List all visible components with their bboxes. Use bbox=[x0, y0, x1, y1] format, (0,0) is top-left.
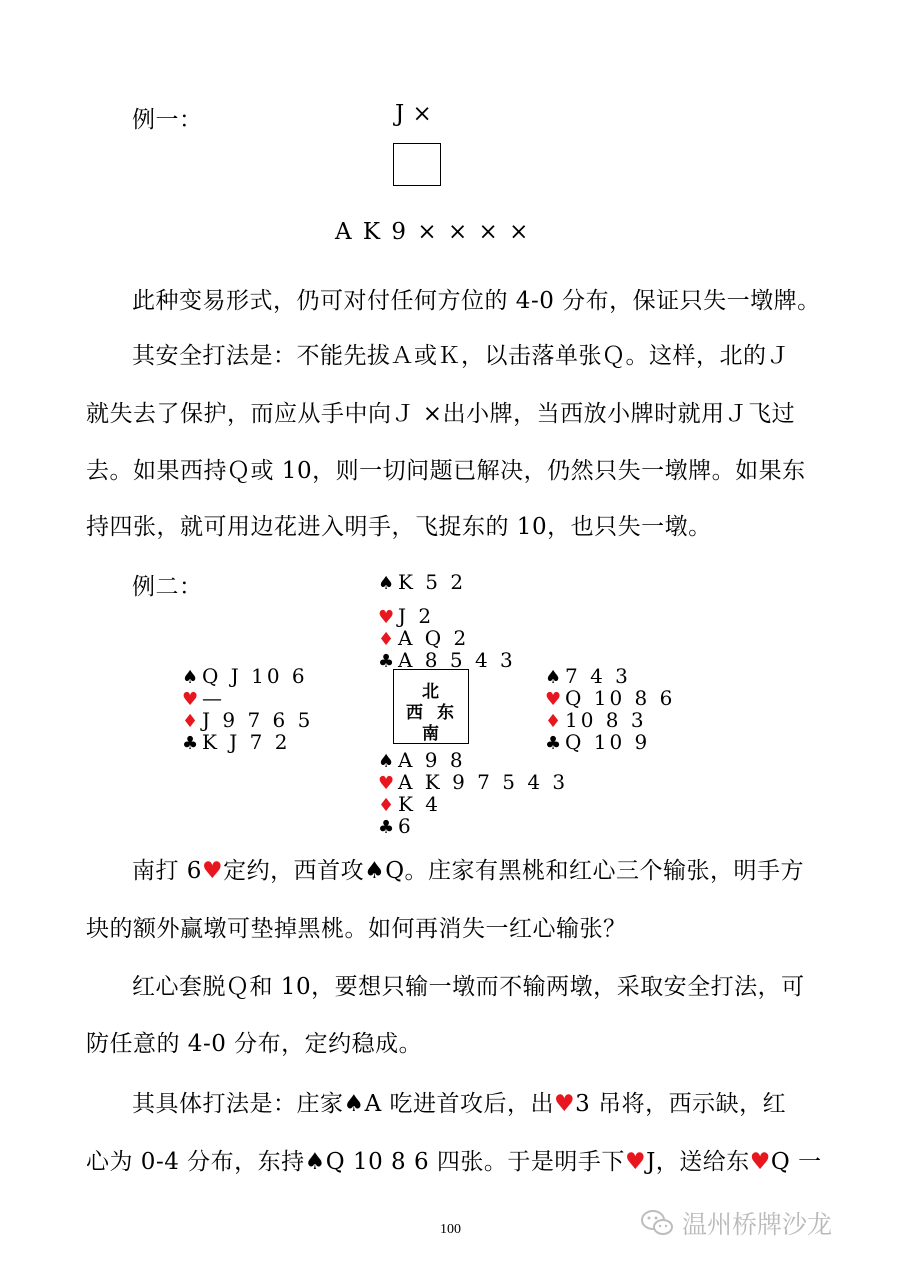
west-clubs: ♣ K J 7 2 bbox=[182, 730, 291, 754]
heart-icon: ♥ bbox=[201, 858, 224, 884]
west-hand bbox=[182, 666, 313, 754]
spade-icon: ♠ bbox=[545, 667, 562, 688]
paragraph-5-line-1: 其具体打法是：庄家♠A 吃进首攻后，出♥3 吊将，西示缺，红 bbox=[132, 1091, 787, 1117]
diamond-icon: ♦ bbox=[378, 795, 395, 816]
paragraph-2-line-4: 持四张，就可用边花进入明手，飞捉东的 10，也只失一墩。 bbox=[86, 514, 712, 540]
south-spades: ♠ A 9 8 bbox=[378, 748, 466, 772]
east-clubs: ♣ Q 10 9 bbox=[545, 730, 651, 754]
example2-label: 例二： bbox=[132, 574, 203, 600]
spade-icon: ♠ bbox=[378, 573, 395, 594]
west-hearts: ♥ — bbox=[182, 686, 225, 710]
club-icon: ♣ bbox=[182, 733, 199, 754]
compass-west: 西 bbox=[406, 703, 423, 723]
example1-north-hand: J × bbox=[395, 101, 433, 127]
east-spades: ♠ 7 4 3 bbox=[545, 664, 631, 688]
compass-south: 南 bbox=[422, 724, 439, 744]
paragraph-5-line-2: 心为 0-4 分布，东持♠Q 10 8 6 四张。于是明手下♥J，送给东♥Q 一 bbox=[86, 1149, 822, 1175]
heart-icon: ♥ bbox=[545, 689, 562, 710]
heart-icon: ♥ bbox=[378, 773, 395, 794]
club-icon: ♣ bbox=[378, 817, 395, 838]
diamond-icon: ♦ bbox=[182, 711, 199, 732]
north-spades: ♠ K 5 2 bbox=[378, 570, 467, 594]
east-hearts: ♥ Q 10 8 6 bbox=[545, 686, 676, 710]
east-hand bbox=[545, 666, 675, 754]
compass-east: 东 bbox=[437, 703, 454, 723]
club-icon: ♣ bbox=[378, 651, 395, 672]
diamond-icon: ♦ bbox=[545, 711, 562, 732]
south-hearts: ♥ A K 9 7 5 4 3 bbox=[378, 770, 569, 794]
chat-bubble-icon bbox=[640, 1208, 674, 1238]
heart-icon: ♥ bbox=[554, 1091, 576, 1117]
paragraph-4-line-1: 红心套脱Ｑ和 10，要想只输一墩而不输两墩，采取安全打法，可 bbox=[132, 974, 805, 1000]
paragraph-2-line-2: 就失去了保护，而应从手中向Ｊ ×出小牌，当西放小牌时就用Ｊ飞过 bbox=[86, 401, 796, 427]
north-hand bbox=[378, 572, 516, 672]
east-diamonds: ♦ 10 8 3 bbox=[545, 708, 647, 732]
west-spades: ♠ Q J 10 6 bbox=[182, 664, 308, 688]
south-diamonds: ♦ K 4 bbox=[378, 792, 442, 816]
paragraph-1: 此种变易形式，仍可对付任何方位的 4-0 分布，保证只失一墩牌。 bbox=[132, 288, 821, 314]
spade-icon: ♠ bbox=[364, 858, 386, 884]
heart-icon: ♥ bbox=[182, 689, 199, 710]
north-hearts: ♥ J 2 bbox=[378, 604, 435, 628]
north-clubs: ♣ A 8 5 4 3 bbox=[378, 648, 516, 672]
spade-icon: ♠ bbox=[182, 667, 199, 688]
example1-label: 例一： bbox=[132, 107, 203, 133]
paragraph-3-line-2: 块的额外赢墩可垫掉黑桃。如何再消失一红心输张？ bbox=[86, 916, 627, 942]
south-clubs: ♣ 6 bbox=[378, 814, 414, 838]
north-diamonds: ♦ A Q 2 bbox=[378, 626, 470, 650]
watermark bbox=[640, 1205, 832, 1241]
west-diamonds: ♦ J 9 7 6 5 bbox=[182, 708, 314, 732]
spade-icon: ♠ bbox=[343, 1091, 365, 1117]
paragraph-2-line-1: 其安全打法是：不能先拔Ａ或Ｋ，以击落单张Ｑ。这样，北的Ｊ bbox=[132, 343, 790, 369]
south-hand bbox=[378, 750, 568, 838]
example1-table-box bbox=[393, 143, 441, 186]
heart-icon: ♥ bbox=[624, 1149, 647, 1175]
diamond-icon: ♦ bbox=[378, 629, 395, 650]
compass-north: 北 bbox=[422, 682, 439, 702]
example1-south-hand: A K 9 × × × × bbox=[335, 219, 531, 245]
heart-icon: ♥ bbox=[749, 1149, 771, 1175]
spade-icon: ♠ bbox=[304, 1149, 326, 1175]
paragraph-4-line-2: 防任意的 4-0 分布，定约稳成。 bbox=[86, 1031, 423, 1057]
heart-icon: ♥ bbox=[378, 607, 395, 628]
club-icon: ♣ bbox=[545, 733, 562, 754]
paragraph-3-line-1: 南打 6♥定约，西首攻♠Q。庄家有黑桃和红心三个输张，明手方 bbox=[132, 858, 805, 884]
page-number: 100 bbox=[440, 1222, 461, 1237]
paragraph-2-line-3: 去。如果西持Ｑ或 10，则一切问题已解决，仍然只失一墩牌。如果东 bbox=[86, 458, 806, 484]
watermark-text: 温州桥牌沙龙 bbox=[682, 1210, 833, 1239]
spade-icon: ♠ bbox=[378, 751, 395, 772]
